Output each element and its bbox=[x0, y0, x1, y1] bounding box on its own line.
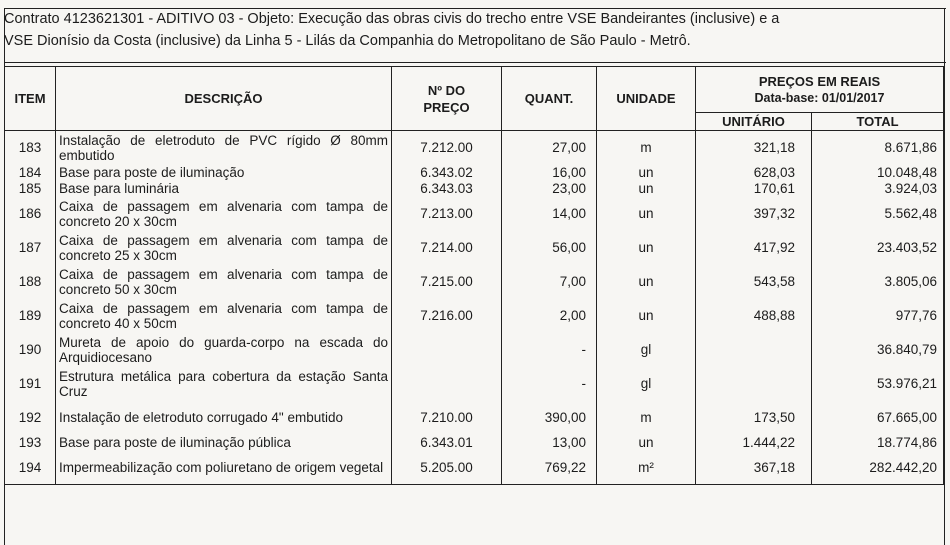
row-total: 8.671,86 bbox=[812, 131, 944, 165]
row-unit-price: 367,18 bbox=[696, 451, 812, 485]
row-unit: un bbox=[597, 299, 696, 333]
row-item-number: 186 bbox=[5, 197, 56, 231]
row-total: 5.562,48 bbox=[812, 197, 944, 231]
row-description: Estrutura metálica para cobertura da estação Santa Cruz bbox=[56, 367, 392, 401]
row-item-number: 190 bbox=[5, 333, 56, 367]
row-price-number: 6.343.01 bbox=[392, 435, 502, 451]
table-row bbox=[5, 333, 944, 367]
row-description: Caixa de passagem em alvenaria com tampa de concreto 50 x 30cm bbox=[56, 265, 392, 299]
row-item-number: 191 bbox=[5, 367, 56, 401]
table-row bbox=[5, 451, 944, 485]
row-unit-price: 321,18 bbox=[696, 131, 812, 165]
row-item-number: 184 bbox=[5, 165, 56, 181]
row-unit: un bbox=[597, 435, 696, 451]
row-total: 3.924,03 bbox=[812, 181, 944, 197]
row-description: Impermeabilização com poliuretano de origem vegetal bbox=[56, 451, 392, 485]
row-unit: gl bbox=[597, 367, 696, 401]
row-unit-price: 173,50 bbox=[696, 401, 812, 435]
col-header-numero-line1: Nº DO bbox=[427, 82, 466, 98]
row-unit: m bbox=[597, 401, 696, 435]
row-quantity: 769,22 bbox=[502, 451, 597, 485]
col-header-precos-line2: Data-base: 01/01/2017 bbox=[754, 90, 885, 105]
table-body bbox=[5, 131, 944, 485]
row-description: Mureta de apoio do guarda-corpo na escada do Arquidiocesano bbox=[56, 333, 392, 367]
row-quantity: 2,00 bbox=[502, 299, 597, 333]
row-unit-price bbox=[696, 367, 812, 401]
row-total: 977,76 bbox=[812, 299, 944, 333]
table-row bbox=[5, 367, 944, 401]
row-quantity: 27,00 bbox=[502, 131, 597, 165]
row-item-number: 183 bbox=[5, 131, 56, 165]
row-total: 23.403,52 bbox=[812, 231, 944, 265]
table-row bbox=[5, 165, 944, 181]
row-price-number: 6.343.03 bbox=[392, 181, 502, 197]
row-quantity: 56,00 bbox=[502, 231, 597, 265]
row-quantity: - bbox=[502, 367, 597, 401]
col-header-precos bbox=[696, 67, 944, 113]
row-unit: un bbox=[597, 181, 696, 197]
col-header-unitario: UNITÁRIO bbox=[696, 113, 812, 131]
col-header-unidade: UNIDADE bbox=[597, 67, 696, 131]
row-price-number: 5.205.00 bbox=[392, 451, 502, 485]
row-description: Base para poste de iluminação bbox=[56, 165, 392, 181]
row-item-number: 187 bbox=[5, 231, 56, 265]
row-quantity: 7,00 bbox=[502, 265, 597, 299]
row-price-number bbox=[392, 333, 502, 367]
col-header-precos-line1: PREÇOS EM REAIS bbox=[758, 73, 881, 89]
contract-header bbox=[4, 8, 944, 52]
row-unit: un bbox=[597, 231, 696, 265]
col-header-total: TOTAL bbox=[812, 113, 944, 131]
row-item-number: 194 bbox=[5, 451, 56, 485]
row-quantity: - bbox=[502, 333, 597, 367]
row-price-number: 7.216.00 bbox=[392, 299, 502, 333]
row-quantity: 14,00 bbox=[502, 197, 597, 231]
row-quantity: 16,00 bbox=[502, 165, 597, 181]
row-unit-price bbox=[696, 333, 812, 367]
row-unit-price: 628,03 bbox=[696, 165, 812, 181]
header-divider bbox=[4, 62, 946, 63]
header-line-1: Contrato 4123621301 - ADITIVO 03 - Objeto: Execução das obras civis do trecho entre VSE Bandeirantes (inclusive) e a bbox=[4, 11, 780, 27]
row-description: Instalação de eletroduto de PVC rígido Ø 80mm embutido bbox=[56, 131, 392, 165]
col-header-numero-line2: PREÇO bbox=[423, 99, 470, 115]
header-line-2: VSE Dionísio da Costa (inclusive) da Linha 5 - Lilás da Companhia do Metropolitano de São Paulo - Metrô. bbox=[4, 33, 691, 49]
table-row bbox=[5, 197, 944, 231]
row-description: Caixa de passagem em alvenaria com tampa de concreto 20 x 30cm bbox=[56, 197, 392, 231]
row-total: 282.442,20 bbox=[812, 451, 944, 485]
row-total: 67.665,00 bbox=[812, 401, 944, 435]
row-total: 18.774,86 bbox=[812, 435, 944, 451]
row-description: Caixa de passagem em alvenaria com tampa de concreto 40 x 50cm bbox=[56, 299, 392, 333]
row-price-number: 7.214.00 bbox=[392, 231, 502, 265]
col-header-item: ITEM bbox=[5, 67, 56, 131]
row-price-number: 7.212.00 bbox=[392, 131, 502, 165]
row-unit-price: 417,92 bbox=[696, 231, 812, 265]
row-price-number bbox=[392, 367, 502, 401]
table-row bbox=[5, 231, 944, 265]
row-item-number: 189 bbox=[5, 299, 56, 333]
table-row bbox=[5, 265, 944, 299]
right-border bbox=[944, 8, 945, 545]
col-header-descricao: DESCRIÇÃO bbox=[56, 67, 392, 131]
row-quantity: 13,00 bbox=[502, 435, 597, 451]
table-row bbox=[5, 181, 944, 197]
row-quantity: 390,00 bbox=[502, 401, 597, 435]
col-header-quant: QUANT. bbox=[502, 67, 597, 131]
row-unit-price: 1.444,22 bbox=[696, 435, 812, 451]
row-unit-price: 543,58 bbox=[696, 265, 812, 299]
row-unit-price: 170,61 bbox=[696, 181, 812, 197]
row-total: 10.048,48 bbox=[812, 165, 944, 181]
row-unit-price: 488,88 bbox=[696, 299, 812, 333]
row-price-number: 6.343.02 bbox=[392, 165, 502, 181]
row-unit: m² bbox=[597, 451, 696, 485]
row-price-number: 7.210.00 bbox=[392, 401, 502, 435]
row-total: 3.805,06 bbox=[812, 265, 944, 299]
row-unit: un bbox=[597, 265, 696, 299]
table-row bbox=[5, 299, 944, 333]
row-description: Instalação de eletroduto corrugado 4" embutido bbox=[56, 401, 392, 435]
row-price-number: 7.215.00 bbox=[392, 265, 502, 299]
row-unit: un bbox=[597, 197, 696, 231]
row-unit: un bbox=[597, 165, 696, 181]
price-table bbox=[4, 66, 944, 485]
row-quantity: 23,00 bbox=[502, 181, 597, 197]
row-item-number: 185 bbox=[5, 181, 56, 197]
row-unit: gl bbox=[597, 333, 696, 367]
row-unit-price: 397,32 bbox=[696, 197, 812, 231]
row-description: Base para poste de iluminação pública bbox=[56, 435, 392, 451]
row-description: Caixa de passagem em alvenaria com tampa de concreto 25 x 30cm bbox=[56, 231, 392, 265]
table-row bbox=[5, 435, 944, 451]
row-item-number: 193 bbox=[5, 435, 56, 451]
row-total: 53.976,21 bbox=[812, 367, 944, 401]
row-item-number: 192 bbox=[5, 401, 56, 435]
table-row bbox=[5, 401, 944, 435]
row-item-number: 188 bbox=[5, 265, 56, 299]
col-header-numero bbox=[392, 67, 502, 131]
row-price-number: 7.213.00 bbox=[392, 197, 502, 231]
row-total: 36.840,79 bbox=[812, 333, 944, 367]
row-description: Base para luminária bbox=[56, 181, 392, 197]
row-unit: m bbox=[597, 131, 696, 165]
table-row bbox=[5, 131, 944, 165]
